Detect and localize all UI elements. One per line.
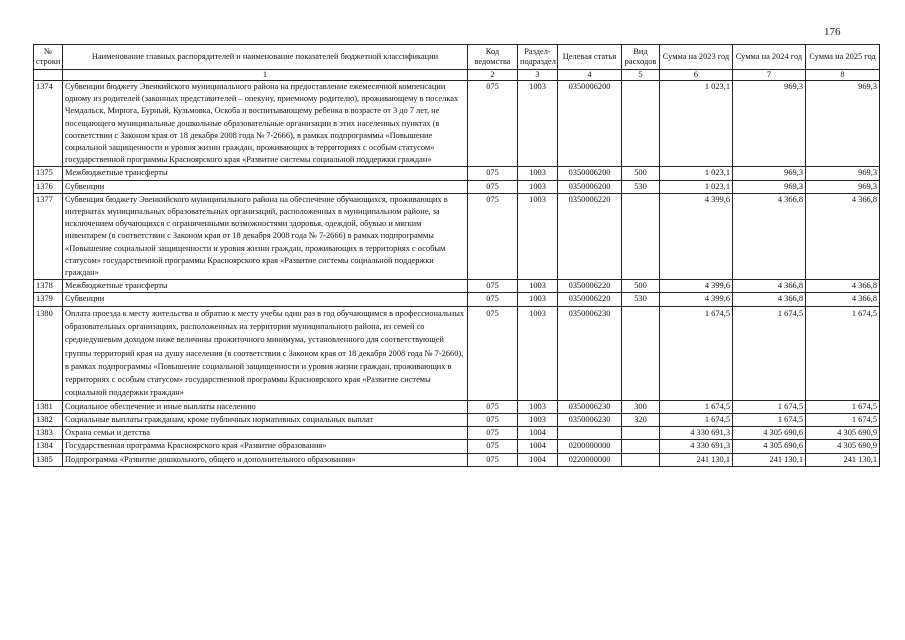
row-expense-type: 530 bbox=[622, 293, 660, 306]
table-row bbox=[34, 280, 880, 293]
row-sum-2024: 4 305 690,6 bbox=[733, 440, 806, 453]
row-sum-2025: 969,3 bbox=[806, 81, 880, 167]
row-section: 1003 bbox=[518, 180, 558, 193]
table-row bbox=[34, 306, 880, 400]
row-number: 1375 bbox=[34, 167, 63, 180]
row-expense-type bbox=[622, 453, 660, 466]
column-number: 5 bbox=[622, 70, 660, 81]
row-article: 0350006230 bbox=[558, 306, 622, 400]
row-sum-2024: 969,3 bbox=[733, 167, 806, 180]
row-name: Межбюджетные трансферты bbox=[63, 280, 468, 293]
row-sum-2025: 1 674,5 bbox=[806, 413, 880, 426]
row-number: 1382 bbox=[34, 413, 63, 426]
row-name: Субвенции bbox=[63, 180, 468, 193]
column-number: 4 bbox=[558, 70, 622, 81]
row-number: 1385 bbox=[34, 453, 63, 466]
row-number: 1380 bbox=[34, 306, 63, 400]
row-sum-2024: 4 366,8 bbox=[733, 293, 806, 306]
table-row bbox=[34, 293, 880, 306]
header-section: Раздел-подраздел bbox=[518, 45, 558, 70]
row-sum-2025: 4 305 690,9 bbox=[806, 440, 880, 453]
row-code: 075 bbox=[468, 280, 518, 293]
table-row bbox=[34, 440, 880, 453]
header-sum-2025: Сумма на 2025 год bbox=[806, 45, 880, 70]
row-sum-2024: 1 674,5 bbox=[733, 413, 806, 426]
row-sum-2024: 1 674,5 bbox=[733, 400, 806, 413]
row-article: 0350006220 bbox=[558, 280, 622, 293]
row-code: 075 bbox=[468, 193, 518, 279]
row-name: Субвенции bbox=[63, 293, 468, 306]
row-number: 1381 bbox=[34, 400, 63, 413]
row-sum-2025: 241 130,1 bbox=[806, 453, 880, 466]
row-section: 1003 bbox=[518, 293, 558, 306]
row-sum-2024: 241 130,1 bbox=[733, 453, 806, 466]
header-sum-2023: Сумма на 2023 год bbox=[660, 45, 733, 70]
row-number: 1384 bbox=[34, 440, 63, 453]
row-name: Охрана семьи и детства bbox=[63, 427, 468, 440]
row-number: 1379 bbox=[34, 293, 63, 306]
column-number: 1 bbox=[63, 70, 468, 81]
row-code: 075 bbox=[468, 453, 518, 466]
row-code: 075 bbox=[468, 81, 518, 167]
row-code: 075 bbox=[468, 167, 518, 180]
row-section: 1003 bbox=[518, 413, 558, 426]
row-article: 0350006230 bbox=[558, 413, 622, 426]
budget-table bbox=[33, 44, 880, 467]
row-sum-2023: 4 399,6 bbox=[660, 280, 733, 293]
row-section: 1003 bbox=[518, 400, 558, 413]
header-code: Код ведомства bbox=[468, 45, 518, 70]
column-number: 3 bbox=[518, 70, 558, 81]
row-section: 1004 bbox=[518, 427, 558, 440]
row-expense-type bbox=[622, 306, 660, 400]
row-sum-2023: 1 023,1 bbox=[660, 81, 733, 167]
row-sum-2024: 4 366,8 bbox=[733, 280, 806, 293]
row-article bbox=[558, 427, 622, 440]
row-sum-2025: 4 305 690,9 bbox=[806, 427, 880, 440]
row-sum-2025: 969,3 bbox=[806, 180, 880, 193]
row-name: Межбюджетные трансферты bbox=[63, 167, 468, 180]
header-sum-2024: Сумма на 2024 год bbox=[733, 45, 806, 70]
row-number: 1376 bbox=[34, 180, 63, 193]
row-expense-type bbox=[622, 440, 660, 453]
row-sum-2023: 4 399,6 bbox=[660, 193, 733, 279]
row-sum-2023: 1 023,1 bbox=[660, 167, 733, 180]
row-code: 075 bbox=[468, 440, 518, 453]
row-sum-2024: 969,3 bbox=[733, 180, 806, 193]
row-number: 1378 bbox=[34, 280, 63, 293]
row-code: 075 bbox=[468, 413, 518, 426]
row-sum-2023: 1 674,5 bbox=[660, 400, 733, 413]
row-article: 0200000000 bbox=[558, 440, 622, 453]
page-number: 176 bbox=[824, 26, 841, 38]
row-name: Подпрограмма «Развитие дошкольного, общего и дополнительного образования» bbox=[63, 453, 468, 466]
row-article: 0220000000 bbox=[558, 453, 622, 466]
table-row bbox=[34, 453, 880, 466]
row-sum-2023: 4 399,6 bbox=[660, 293, 733, 306]
row-expense-type bbox=[622, 81, 660, 167]
row-name: Субвенции бюджету Эвенкийского муниципального района на предоставление ежемесячной компенсации одному из родителей (законных представителей – опекуну, приемному родителю), проживающему в поселках Чемдальск, Мирюга, Бурный, Кузьмовка, Оскоба и воспитывающему ребенка в возрасте от 3 до 7 лет, не посещающего муниципальные дошкольные образовательные организации в этих населенных пунктах (в соответствии с Законом края от 18 декабря 2008 года № 7-2666), в рамках подпрограммы «Повышение социальной защищенности и уровня жизни граждан, проживающих в территориях с особым статусом» государственной программы Красноярского края «Развитие системы социальной поддержки граждан» bbox=[63, 81, 468, 167]
row-article: 0350006220 bbox=[558, 193, 622, 279]
row-sum-2024: 969,3 bbox=[733, 81, 806, 167]
table-row bbox=[34, 400, 880, 413]
row-code: 075 bbox=[468, 180, 518, 193]
row-article: 0350006220 bbox=[558, 293, 622, 306]
row-expense-type: 300 bbox=[622, 400, 660, 413]
row-sum-2024: 4 305 690,6 bbox=[733, 427, 806, 440]
table-row bbox=[34, 413, 880, 426]
row-section: 1003 bbox=[518, 280, 558, 293]
row-code: 075 bbox=[468, 427, 518, 440]
header-row-number: № строки bbox=[34, 45, 63, 70]
row-sum-2025: 4 366,8 bbox=[806, 193, 880, 279]
row-sum-2023: 241 130,1 bbox=[660, 453, 733, 466]
row-sum-2025: 1 674,5 bbox=[806, 400, 880, 413]
row-sum-2023: 4 330 691,3 bbox=[660, 440, 733, 453]
row-sum-2025: 4 366,8 bbox=[806, 293, 880, 306]
column-number: 6 bbox=[660, 70, 733, 81]
row-sum-2024: 4 366,8 bbox=[733, 193, 806, 279]
header-article: Целевая статья bbox=[558, 45, 622, 70]
row-section: 1003 bbox=[518, 81, 558, 167]
row-article: 0350006230 bbox=[558, 400, 622, 413]
row-section: 1004 bbox=[518, 453, 558, 466]
row-expense-type bbox=[622, 193, 660, 279]
row-code: 075 bbox=[468, 293, 518, 306]
row-sum-2024: 1 674,5 bbox=[733, 306, 806, 400]
table-row bbox=[34, 193, 880, 279]
row-name: Оплата проезда к месту жительства и обратно к месту учебы один раз в год обучающимся в профессиональных образовательных организациях, расположенных на территории муниципального района, из семей со среднедушевым доходом ниже величины прожиточного минимума, установленного для соответствующей группы территорий края на душу населения (в соответствии с Законом края от 18 декабря 2008 года № 7-2660), в рамках подпрограммы «Повышение социальной защищенности и уровня жизни граждан, проживающих в территориях с особым статусом» государственной программы Красноярского края «Развитие системы социальной поддержки граждан» bbox=[63, 306, 468, 400]
row-code: 075 bbox=[468, 306, 518, 400]
row-sum-2025: 969,3 bbox=[806, 167, 880, 180]
column-number: 7 bbox=[733, 70, 806, 81]
table-row bbox=[34, 427, 880, 440]
table-row bbox=[34, 180, 880, 193]
row-name: Социальное обеспечение и иные выплаты населению bbox=[63, 400, 468, 413]
header-name: Наименование главных распорядителей и наименование показателей бюджетной классификации bbox=[63, 45, 468, 70]
row-number: 1377 bbox=[34, 193, 63, 279]
row-article: 0350006200 bbox=[558, 167, 622, 180]
row-expense-type: 500 bbox=[622, 280, 660, 293]
row-name: Социальные выплаты гражданам, кроме публичных нормативных социальных выплат bbox=[63, 413, 468, 426]
table-row bbox=[34, 81, 880, 167]
row-sum-2025: 1 674,5 bbox=[806, 306, 880, 400]
row-name: Государственная программа Красноярского края «Развитие образования» bbox=[63, 440, 468, 453]
row-section: 1003 bbox=[518, 167, 558, 180]
column-number: 2 bbox=[468, 70, 518, 81]
row-section: 1004 bbox=[518, 440, 558, 453]
row-name: Субвенция бюджету Эвенкийского муниципального района на обеспечение обучающихся, проживающих в интернатах муниципальных образовательных организаций, расположенных в муниципальном районе, за исключением обучающихся с ограниченными возможностями здоровья, одеждой, обувью и мягким инвентарем (в соответствии с Законом края от 18 декабря 2008 года № 7-2666) в рамках подпрограммы «Повышение социальной защищенности и уровня жизни граждан, проживающих в территориях с особым статусом» государственной программы Красноярского края «Развитие системы социальной поддержки граждан» bbox=[63, 193, 468, 279]
row-expense-type: 320 bbox=[622, 413, 660, 426]
row-sum-2023: 1 674,5 bbox=[660, 413, 733, 426]
row-sum-2023: 1 023,1 bbox=[660, 180, 733, 193]
row-sum-2025: 4 366,8 bbox=[806, 280, 880, 293]
table-row bbox=[34, 167, 880, 180]
header-expense-type: Вид расходов bbox=[622, 45, 660, 70]
column-number bbox=[34, 70, 63, 81]
row-article: 0350006200 bbox=[558, 81, 622, 167]
row-code: 075 bbox=[468, 400, 518, 413]
row-article: 0350006200 bbox=[558, 180, 622, 193]
row-section: 1003 bbox=[518, 306, 558, 400]
column-number: 8 bbox=[806, 70, 880, 81]
column-number-row bbox=[34, 70, 880, 81]
row-expense-type: 500 bbox=[622, 167, 660, 180]
row-number: 1383 bbox=[34, 427, 63, 440]
row-expense-type bbox=[622, 427, 660, 440]
row-expense-type: 530 bbox=[622, 180, 660, 193]
row-sum-2023: 1 674,5 bbox=[660, 306, 733, 400]
row-section: 1003 bbox=[518, 193, 558, 279]
table-header-row bbox=[34, 45, 880, 70]
row-sum-2023: 4 330 691,3 bbox=[660, 427, 733, 440]
row-number: 1374 bbox=[34, 81, 63, 167]
